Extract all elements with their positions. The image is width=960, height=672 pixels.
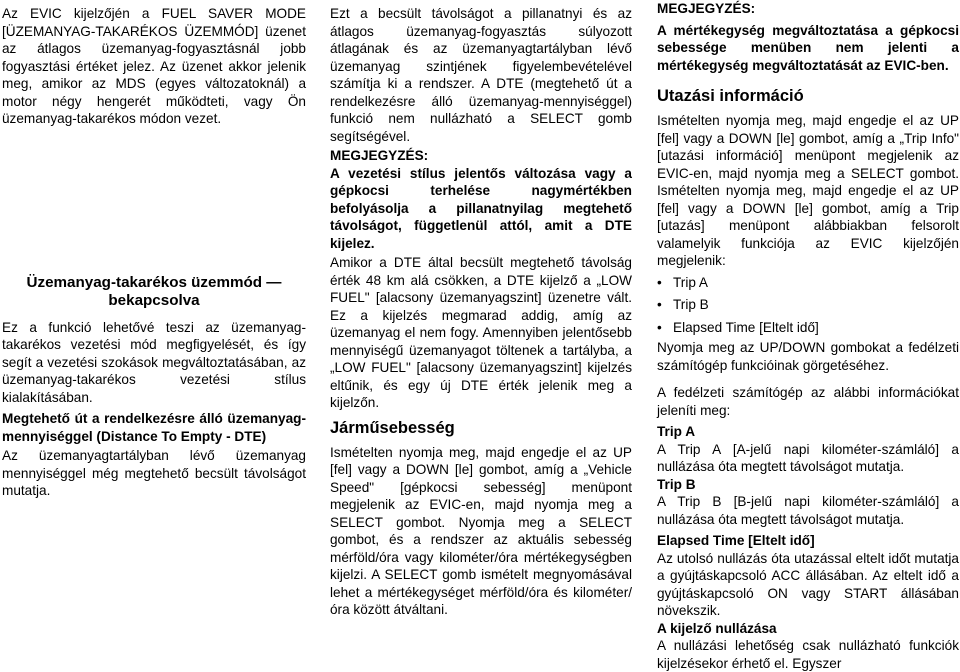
note-label: MEGJEGYZÉS: — [657, 1, 756, 16]
paragraph-elapsed-time: Az utolsó nullázás óta utazással eltelt időt mutatja a gyújtáskapcsoló ACC állásában. Az eltelt idő a gyújtáskapcsoló ON vagy START állásában növekszik. — [657, 550, 959, 618]
paragraph-fuel-saver-function: Ez a funkció lehetővé teszi az üzemanyag-takarékos vezetési mód megfigyelését, és így segít a vezetési szokások megváltoztatásában, az üzemanyag-takarékos vezetési stílus kialakításában. — [2, 319, 306, 405]
note-text-driving-style: A vezetési stílus jelentős változása vagy a gépkocsi terhelése nagymértékben befolyásolja a pillanatnyilag megtehető távolságot, függetlenül attól, amit a DTE kijelez. — [330, 165, 632, 251]
subheading-trip-a: Trip A — [657, 424, 696, 439]
list-item: • Trip B — [657, 296, 959, 314]
section-heading-trip-info: Utazási információ — [657, 87, 804, 105]
section-heading-vehicle-speed: Járműsebesség — [330, 418, 455, 437]
paragraph-fuel-saver: Az EVIC kijelzőjén a FUEL SAVER MODE [ÜZEMANYAG-TAKARÉKOS ÜZEMMÓD] üzenet az átlagos üzemanyag-fogyasztásnál jobb fogyasztási értéket jelez. Az üzenet akkor jelenik meg, amikor az MDS (egyes változatoknál) a motor négy hengerét működteti, vagy Ön üzemanyag-takarékos módon vezet. — [2, 6, 306, 126]
note-label: MEGJEGYZÉS: — [330, 148, 429, 163]
trip-functions-list — [657, 274, 959, 337]
paragraph-vehicle-speed: Ismételten nyomja meg, majd engedje el az UP [fel] vagy a DOWN [le] gombot, amíg a „Vehicle Speed" [gépkocsi sebesség] menüpont megjelenik az EVIC-en, majd nyomja meg a SELECT gombot. Nyomja meg a SELECT gombot, és a rendszer az aktuális sebesség mérföld/óra vagy kilométer/óra mértékegységben kijelzi. A SELECT gomb ismételt megnyomásával lehet a mértékegységet mérföld/óra és kilométer/óra között átváltani. — [330, 444, 632, 617]
note-text-units: A mértékegység megváltoztatása a gépkocsi sebessége menüben nem jelenti a mértékegység megváltoztatását az EVIC-ben. — [657, 22, 959, 73]
paragraph-scroll: Nyomja meg az UP/DOWN gombokat a fedélzeti számítógép funkcióinak görgetéséhez. — [657, 340, 959, 373]
paragraph-trip-info: Ismételten nyomja meg, majd engedje el az UP [fel] vagy a DOWN [le] gombot, amíg a „Trip Info" [utazási információ] menüpont megjelenik az EVIC-en, majd nyomja meg a SELECT gombot. Ismételten nyomja meg, majd engedje el az UP [fel] vagy a DOWN [le] gombot, amíg a Trip [utazás] menüpont alábbiakban felsorolt valamelyik funkciója az EVIC kijelzőjén megjelenik: — [657, 113, 959, 268]
column-3 — [657, 0, 959, 672]
paragraph-dte-calculation: Ezt a becsült távolságot a pillanatnyi és az átlagos üzemanyag-fogyasztás súlyozott átlagának és az üzemanyagtartályban lévő üzemanyag szintjének figyelembevételével számítja ki a rendszer. A DTE (megtehető út a rendelkezésre álló üzemanyag-mennyiséggel) funkció nem nullázható a SELECT gomb segítségével. — [330, 6, 632, 144]
subheading-reset: A kijelző nullázása — [657, 620, 777, 636]
list-item: • Elapsed Time [Eltelt idő] — [657, 319, 959, 337]
paragraph-low-fuel: Amikor a DTE által becsült megtehető távolság érték 48 km alá csökken, a DTE kijelző a „LOW FUEL" [alacsony üzemanyagszint] üzenetre vált. Ez a kijelzés megmarad addig, amíg az üzemanyag el nem fogy. Amennyiben jelentősebb mennyiségű üzemanyagot töltenek a tartályba, a „LOW FUEL" [alacsony üzemanyagszint] kijelzés eltűnik, és egy új DTE érték jelenik meg a kijelzőn. — [330, 255, 632, 410]
column-1 — [2, 0, 306, 500]
subheading-trip-b: Trip B — [657, 476, 696, 492]
subheading-elapsed-time: Elapsed Time [Eltelt idő] — [657, 533, 815, 548]
subheading-dte: Megtehető út a rendelkezésre álló üzemanyag-mennyiséggel (Distance To Empty - DTE) — [2, 411, 306, 444]
list-item: • Trip A — [657, 274, 959, 292]
paragraph-trip-b: A Trip B [B-jelű napi kilométer-számláló] a nullázása óta megtett távolságot mutatja. — [657, 494, 959, 527]
paragraph-reset: A nullázási lehetőség csak nullázható funkciók kijelzésekor érhető el. Egyszer — [657, 638, 959, 671]
column-2 — [330, 0, 632, 619]
section-heading-fuel-saver-mode: Üzemanyag-takarékos üzemmód — bekapcsolva — [26, 273, 282, 309]
paragraph-dte: Az üzemanyagtartályban lévő üzemanyag mennyiséggel még megtehető becsült távolságot mutatja. — [2, 448, 306, 498]
paragraph-info-intro: A fedélzeti számítógép az alábbi információkat jeleníti meg: — [657, 385, 959, 418]
paragraph-trip-a: A Trip A [A-jelű napi kilométer-számláló] a nullázása óta megtett távolságot mutatja. — [657, 441, 959, 474]
